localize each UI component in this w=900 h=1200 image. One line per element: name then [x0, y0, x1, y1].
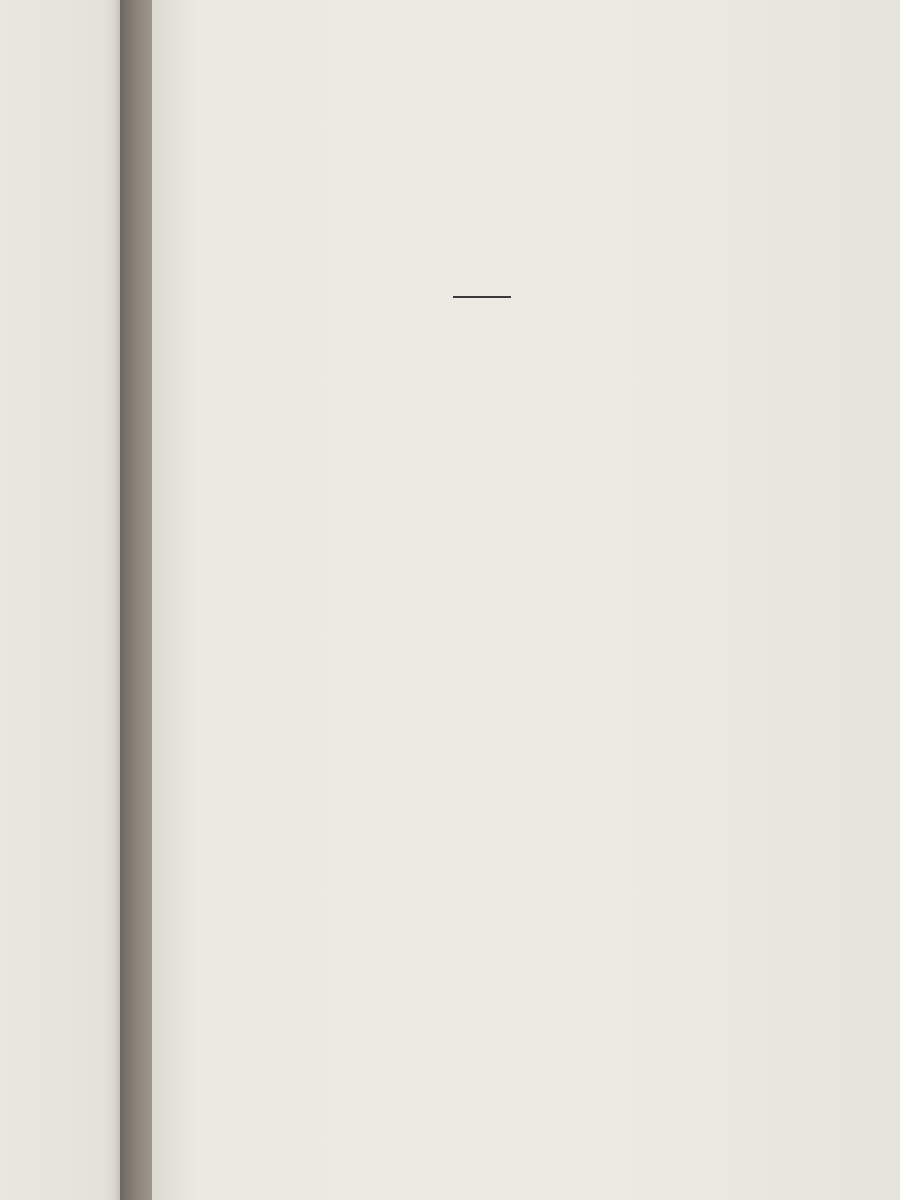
heading-rule	[453, 296, 511, 298]
left-page	[0, 0, 128, 1200]
book-gutter	[120, 0, 156, 1200]
right-page	[152, 0, 900, 1200]
